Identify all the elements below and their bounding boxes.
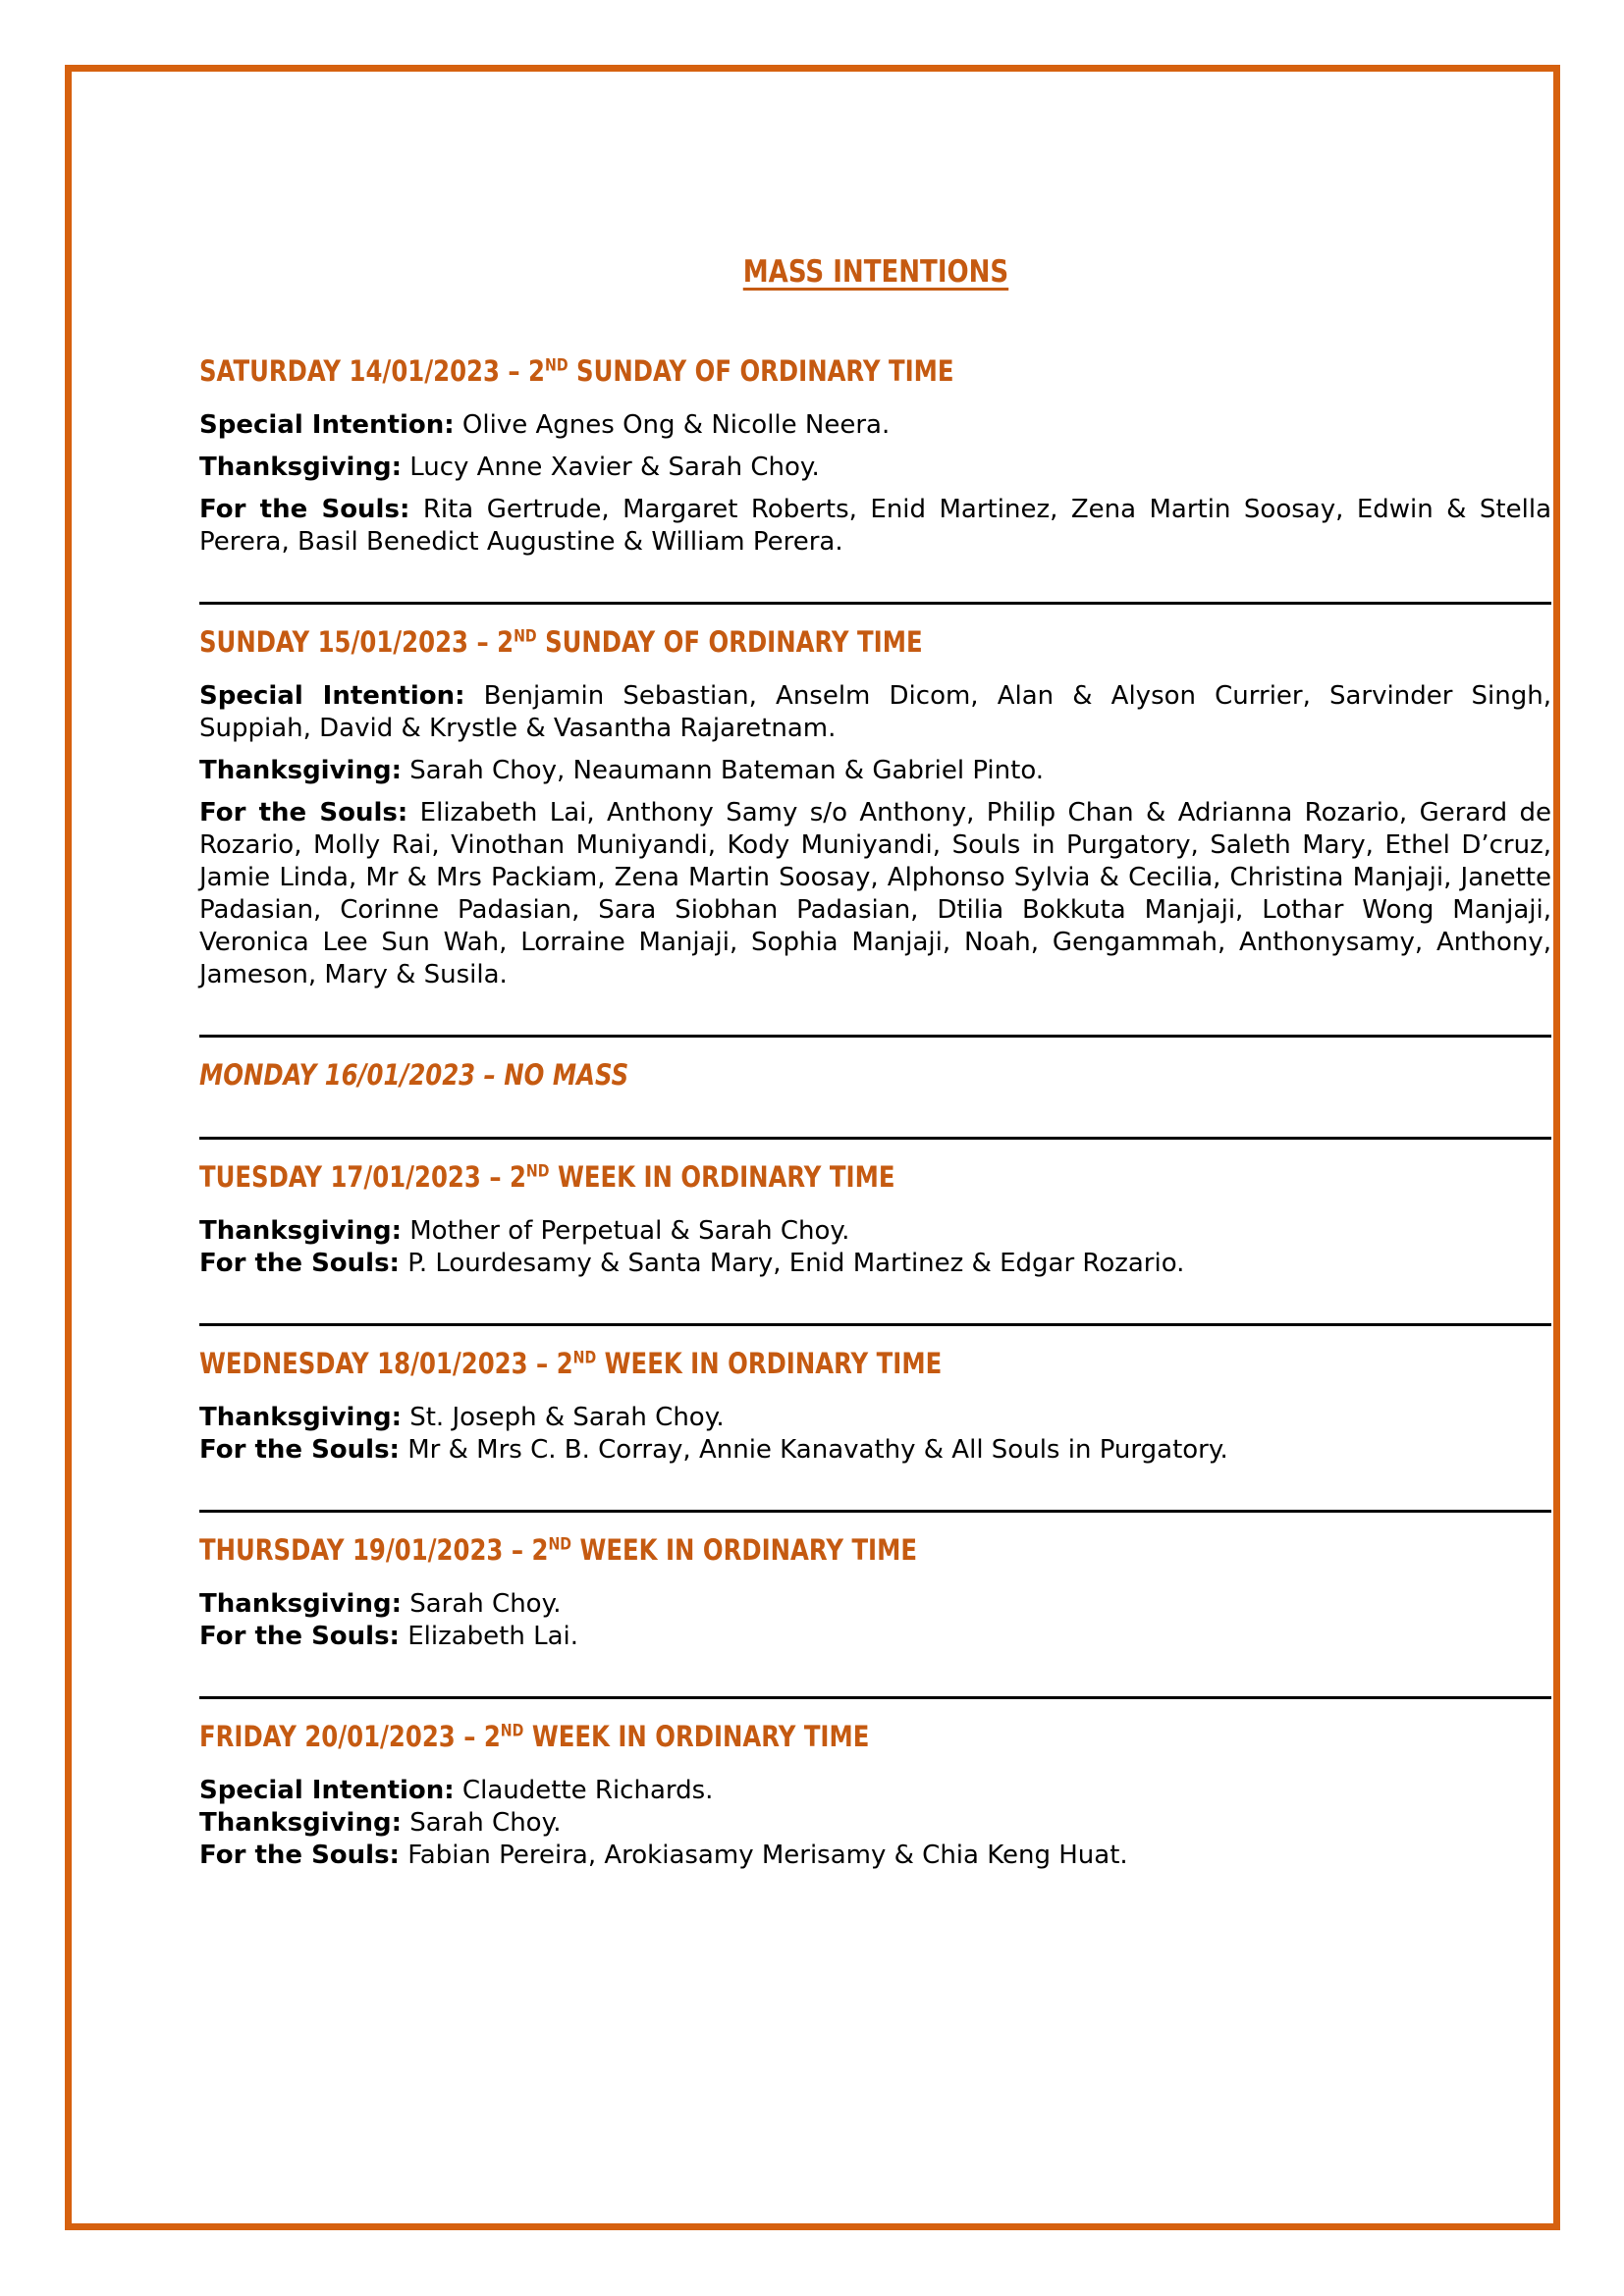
section-monday <box>199 1057 1551 1094</box>
section-header-text: WEEK IN ORDINARY TIME <box>523 1720 870 1753</box>
ordinal-superscript: ND <box>500 1720 524 1740</box>
intention-label: For the Souls: <box>199 1622 400 1651</box>
page-content <box>199 143 1551 1872</box>
intention-paragraph <box>199 1248 1551 1280</box>
ordinal-superscript: ND <box>545 354 568 375</box>
section-header-wednesday <box>199 1346 1551 1382</box>
intention-text: Claudette Richards. <box>454 1776 714 1805</box>
ordinal-superscript: ND <box>548 1533 571 1554</box>
section-thursday <box>199 1532 1551 1653</box>
intention-text: Lucy Anne Xavier & Sarah Choy. <box>401 453 820 482</box>
section-header-monday <box>199 1057 1551 1094</box>
intention-label: For the Souls: <box>199 1249 400 1278</box>
intention-text: Mr & Mrs C. B. Corray, Annie Kanavathy & All Souls in Purgatory. <box>399 1435 1228 1465</box>
section-tuesday <box>199 1159 1551 1280</box>
ordinal-superscript: ND <box>572 1347 597 1367</box>
intention-text: Sarah Choy, Neaumann Bateman & Gabriel Pinto. <box>401 756 1045 785</box>
intention-text: Benjamin Sebastian, Anselm Dicom, Alan & Alyson Currier, Sarvinder Singh, Suppiah, David & Krystle & Vasantha Rajaretnam. <box>199 681 1551 743</box>
intention-paragraph <box>199 680 1551 745</box>
section-header-text: WEDNESDAY 18/01/2023 – 2 <box>199 1347 573 1380</box>
ordinal-superscript: ND <box>514 625 537 646</box>
intention-text: Sarah Choy. <box>401 1808 562 1838</box>
intention-label: Thanksgiving: <box>199 1403 402 1432</box>
intention-text: Olive Agnes Ong & Nicolle Neera. <box>454 410 891 440</box>
section-wednesday <box>199 1346 1551 1467</box>
section-header-text: WEEK IN ORDINARY TIME <box>596 1347 943 1380</box>
intention-paragraph <box>199 1215 1551 1248</box>
page-title <box>199 253 1551 291</box>
section-header-saturday <box>199 353 1551 390</box>
section-divider <box>199 1510 1551 1513</box>
section-header-text: SUNDAY OF ORDINARY TIME <box>536 625 923 659</box>
section-header-text: WEEK IN ORDINARY TIME <box>549 1160 895 1194</box>
section-header-text: MONDAY 16/01/2023 – NO MASS <box>199 1058 629 1092</box>
intention-paragraph <box>199 1775 1551 1807</box>
intention-label: Thanksgiving: <box>199 453 402 482</box>
section-divider <box>199 602 1551 605</box>
intention-text: Elizabeth Lai, Anthony Samy s/o Anthony, Philip Chan & Adrianna Rozario, Gerard de Rozario, Molly Rai, Vinothan Muniyandi, Kody Muniyandi, Souls in Purgatory, Saleth Mary, Ethel D’cruz, Jamie Linda, Mr & Mrs Packiam, Zena Martin Soosay, Alphonso Sylvia & Cecilia, Christina Manjaji, Janette Padasian, Corinne Padasian, Sara Siobhan Padasian, Dtilia Bokkuta Manjaji, Lothar Wong Manjaji, Veronica Lee Sun Wah, Lorraine Manjaji, Sophia Manjaji, Noah, Gengammah, Anthonysamy, Anthony, Jameson, Mary & Susila. <box>199 798 1551 989</box>
section-header-friday <box>199 1719 1551 1755</box>
section-header-sunday <box>199 624 1551 661</box>
intention-paragraph <box>199 1434 1551 1467</box>
section-header-text: THURSDAY 19/01/2023 – 2 <box>199 1533 549 1567</box>
section-header-tuesday <box>199 1159 1551 1196</box>
intention-label: Thanksgiving: <box>199 1808 402 1838</box>
intention-label: For the Souls: <box>199 798 408 828</box>
section-header-text: WEEK IN ORDINARY TIME <box>570 1533 918 1567</box>
intention-text: Rita Gertrude, Margaret Roberts, Enid Martinez, Zena Martin Soosay, Edwin & Stella Perera, Basil Benedict Augustine & William Perera. <box>199 495 1551 557</box>
intention-label: For the Souls: <box>199 1841 400 1870</box>
intention-label: For the Souls: <box>199 495 410 524</box>
section-header-text: SUNDAY 15/01/2023 – 2 <box>199 625 514 659</box>
page-border <box>65 65 1560 2230</box>
intention-paragraph <box>199 1402 1551 1434</box>
page-title-text: MASS INTENTIONS <box>742 254 1008 290</box>
intention-paragraph <box>199 1807 1551 1840</box>
intention-text: Sarah Choy. <box>401 1589 562 1619</box>
section-friday <box>199 1719 1551 1872</box>
section-header-thursday <box>199 1532 1551 1569</box>
intention-paragraph <box>199 797 1551 991</box>
intention-paragraph <box>199 1621 1551 1653</box>
intention-label: For the Souls: <box>199 1435 400 1465</box>
section-header-text: SATURDAY 14/01/2023 – 2 <box>199 354 546 388</box>
section-header-text: SUNDAY OF ORDINARY TIME <box>568 354 954 388</box>
intention-label: Special Intention: <box>199 410 455 440</box>
section-divider <box>199 1035 1551 1038</box>
intention-paragraph <box>199 494 1551 559</box>
intention-label: Thanksgiving: <box>199 1589 402 1619</box>
intention-paragraph <box>199 755 1551 787</box>
intention-text: P. Lourdesamy & Santa Mary, Enid Martinez & Edgar Rozario. <box>399 1249 1185 1278</box>
intention-paragraph <box>199 1840 1551 1872</box>
intention-label: Special Intention: <box>199 1776 455 1805</box>
section-saturday <box>199 353 1551 559</box>
intention-paragraph <box>199 409 1551 442</box>
intention-label: Thanksgiving: <box>199 756 402 785</box>
ordinal-superscript: ND <box>525 1160 550 1181</box>
intention-paragraph <box>199 1588 1551 1621</box>
section-header-text: FRIDAY 20/01/2023 – 2 <box>199 1720 501 1753</box>
section-divider <box>199 1137 1551 1140</box>
section-divider <box>199 1696 1551 1699</box>
intention-text: St. Joseph & Sarah Choy. <box>401 1403 725 1432</box>
intention-text: Elizabeth Lai. <box>399 1622 579 1651</box>
intention-label: Special Intention: <box>199 681 465 711</box>
section-header-text: TUESDAY 17/01/2023 – 2 <box>199 1160 526 1194</box>
section-sunday <box>199 624 1551 991</box>
intention-label: Thanksgiving: <box>199 1216 402 1246</box>
intention-text: Fabian Pereira, Arokiasamy Merisamy & Chia Keng Huat. <box>399 1841 1128 1870</box>
intention-text: Mother of Perpetual & Sarah Choy. <box>401 1216 850 1246</box>
section-divider <box>199 1323 1551 1326</box>
intention-paragraph <box>199 452 1551 484</box>
